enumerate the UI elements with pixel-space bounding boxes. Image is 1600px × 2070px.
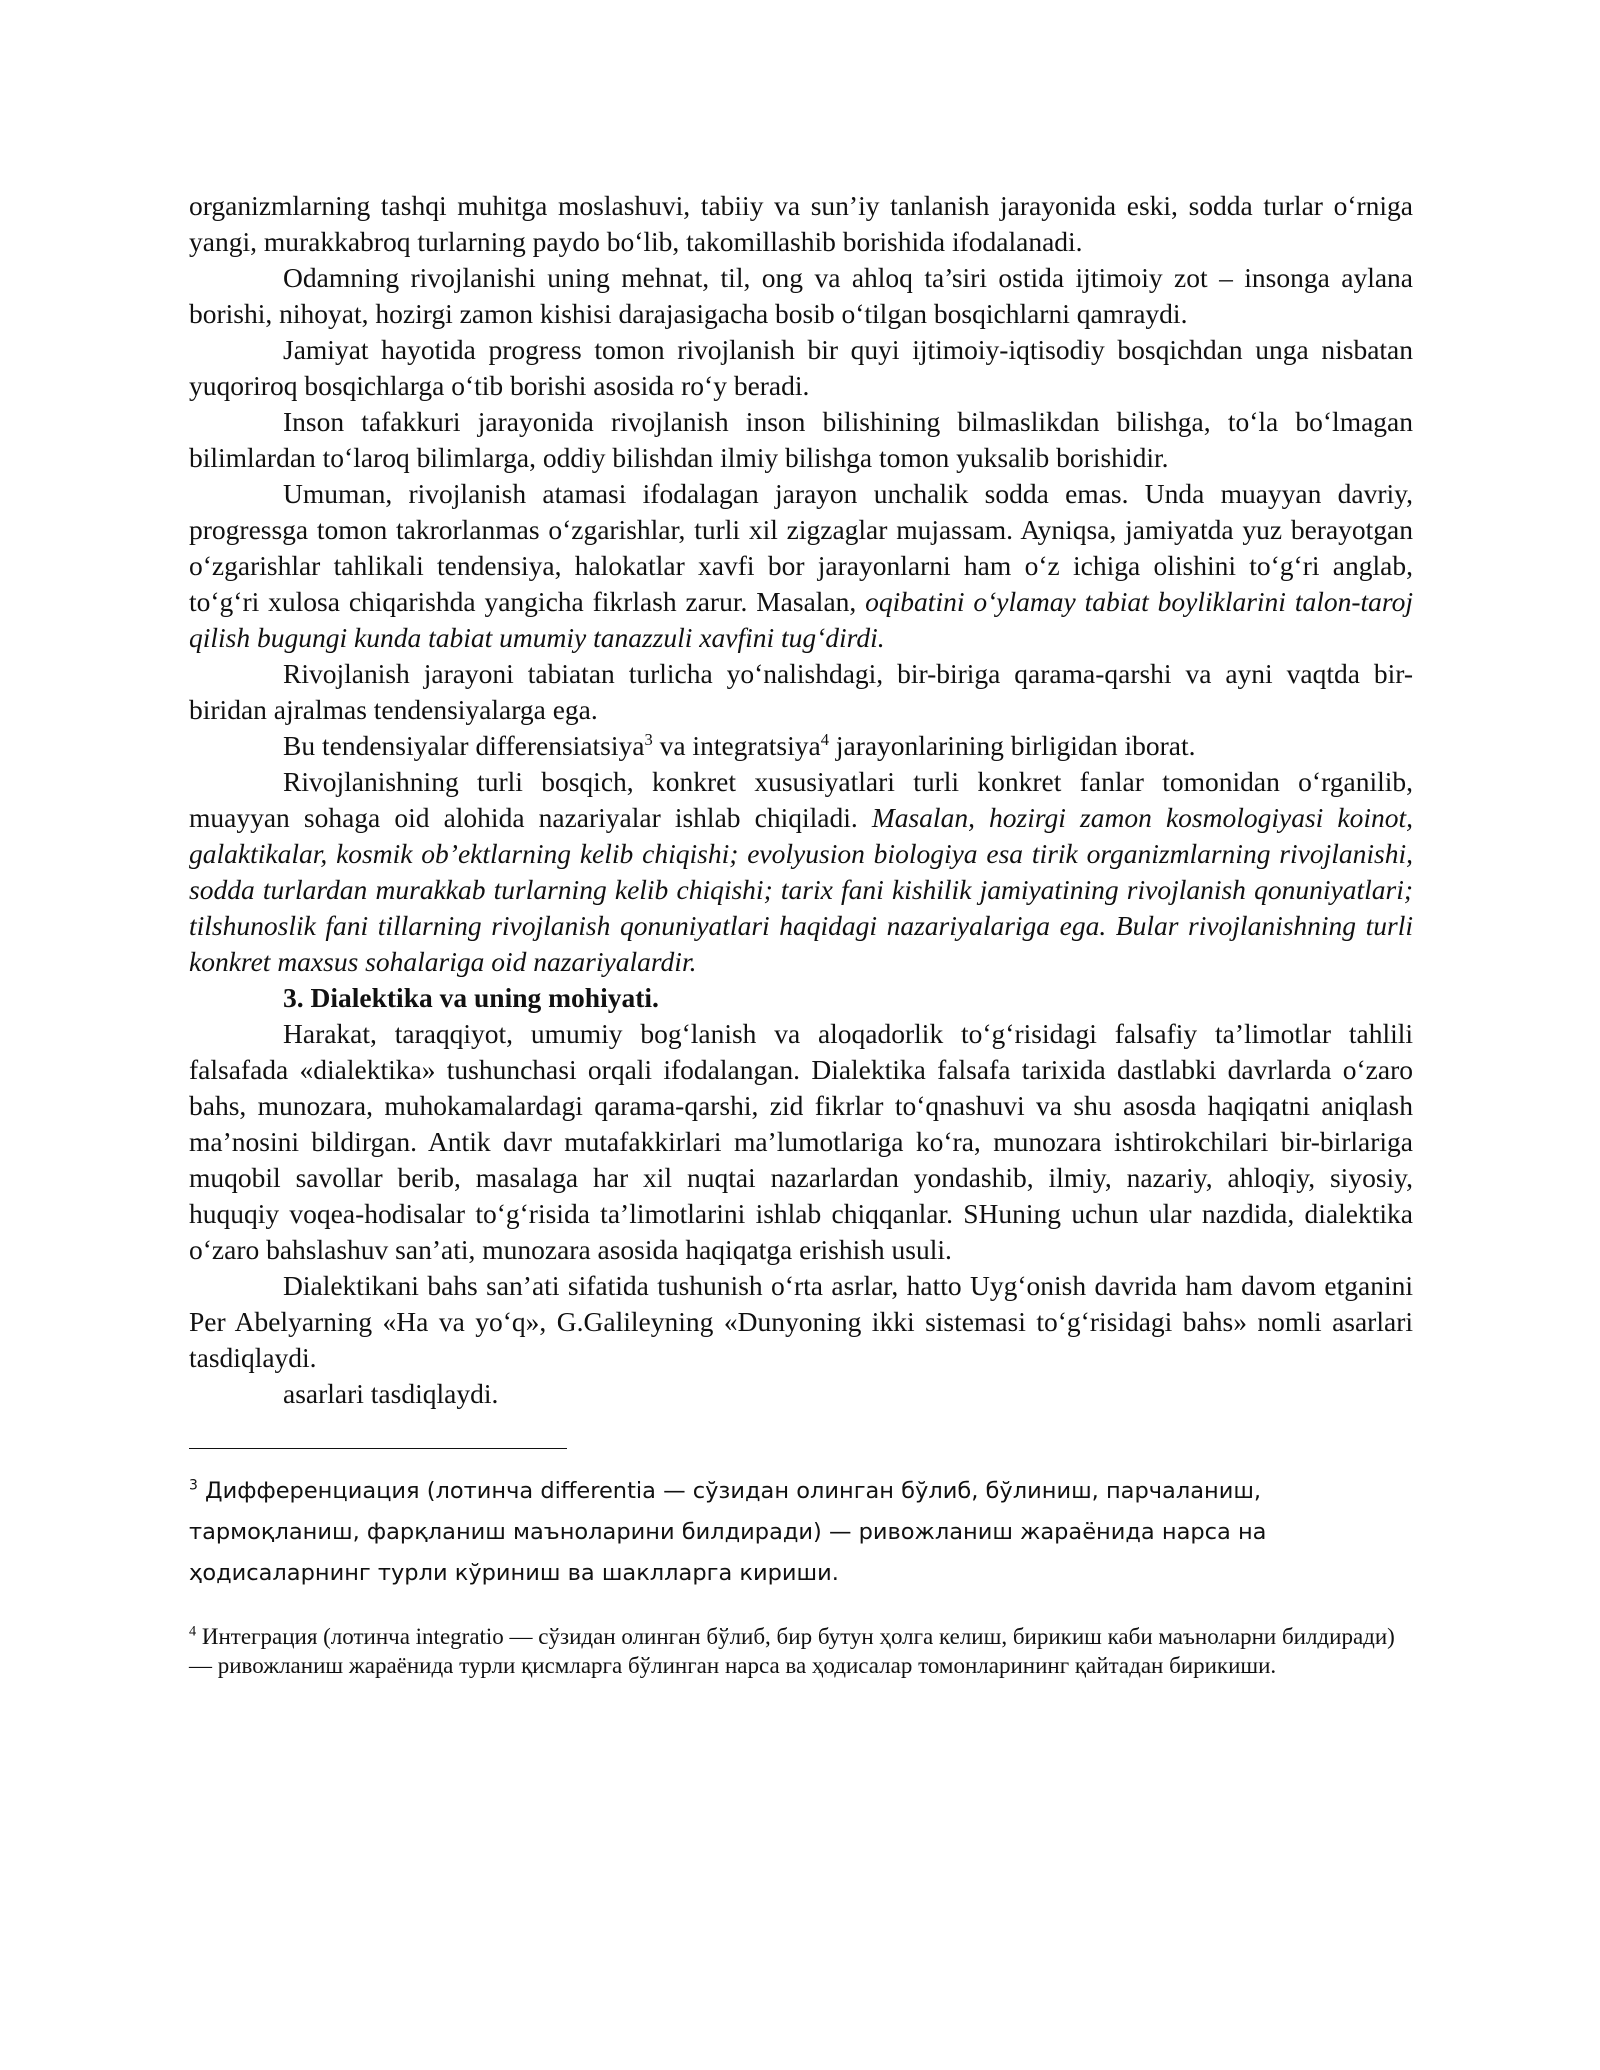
paragraph-text: jarayonlarining birligidan iborat. (828, 730, 1196, 761)
paragraph-society-progress: Jamiyat hayotida progress tomon rivojlanish bir quyi ijtimoiy-iqtisodiy bosqichdan unga nisbatan yuqoriroq bosqichlarga o‘tib borishi asosida ro‘y beradi. (189, 334, 1413, 401)
paragraph-dialectics-history: Dialektikani bahs san’ati sifatida tushunish o‘rta asrlar, hatto Uyg‘onish davrida ham davom etganini Per Abelyarning «Ha va yo‘q», G.Galileyning «Dunyoning ikki sistemasi to‘g‘risidagi bahs» nomli asarlari tasdiqlaydi. (189, 1270, 1413, 1373)
section-heading: 3. Dialektika va uning mohiyati. (283, 982, 659, 1013)
italic-example: Masalan, hozirgi zamon kosmologiyasi koinot, galaktikalar, kosmik ob’ektlarning kelib chiqishi; evolyusion biologiya esa tirik organizmlarning rivojlanishi, sodda turlardan murakkab turlarning kelib chiqishi; tarix fani kishilik jamiyatining rivojlanish qonuniyatlari; tilshunoslik fani tillarning rivojlanish qonuniyatlari haqidagi nazariyalariga ega. Bular rivojlanishning turli konkret maxsus sohalariga oid nazariyalardir. (189, 802, 1413, 977)
paragraph-thinking-development: Inson tafakkuri jarayonida rivojlanish inson bilishining bilmaslikdan bilishga, to‘la bo‘lmagan bilimlardan to‘laroq bilimlarga, oddiy bilishdan ilmiy bilishga tomon yuksalib borishidir. (189, 406, 1413, 473)
footnote-3 (189, 1471, 1413, 1594)
footnote-ref-3[interactable]: 3 (644, 729, 653, 749)
footnote-ref-4[interactable]: 4 (820, 729, 829, 749)
footnote-text: Дифференциация (лотинча differentia — сўзидан олинган бўлиб, бўлиниш, парчаланиш, тармоқланиш, фарқланиш маъноларини билдиради) — ривожланиш жараёнида нарса на ҳодисаларнинг турли кўриниш ва шаклларга кириши. (189, 1478, 1267, 1586)
paragraph-development-directions: Rivojlanish jarayoni tabiatan turlicha yo‘nalishdagi, bir-biriga qarama-qarshi va ayni vaqtda bir-biridan ajralmas tendensiyalarga ega. (189, 658, 1413, 725)
paragraph-development-complexity (189, 476, 1413, 656)
paragraph-organisms: organizmlarning tashqi muhitga moslashuvi, tabiiy va sun’iy tanlanish jarayonida eski, sodda turlar o‘rniga yangi, murakkabroq turlarning paydo bo‘lib, takomillashib borishida ifodalanadi. (189, 190, 1413, 257)
paragraph-specific-sciences (189, 764, 1413, 980)
paragraph-dialectics-definition: Harakat, taraqqiyot, umumiy bog‘lanish va aloqadorlik to‘g‘risidagi falsafiy ta’limotlar tahlili falsafada «dialektika» tushunchasi orqali ifodalangan. Dialektika falsafa tarixida dastlabki davrlarda o‘zaro bahs, munozara, muhokamalardagi qarama-qarshi, zid fikrlar to‘qnashuvi va shu asosda haqiqatni aniqlash ma’nosini bildirgan. Antik davr mutafakkirlari ma’lumotlariga ko‘ra, munozara ishtirokchilari bir-birlariga muqobil savollar berib, masalaga har xil nuqtai nazarlardan yondashib, ilmiy, nazariy, ahloqiy, siyosiy, huquqiy voqea-hodisalar to‘g‘risida ta’limotlarini ishlab chiqqanlar. SHuning uchun ular nazdida, dialektika o‘zaro bahslashuv san’ati, munozara asosida haqiqatga erishish usuli. (189, 1018, 1413, 1265)
paragraph-human-development: Odamning rivojlanishi uning mehnat, til, ong va ahloq ta’siri ostida ijtimoiy zot – insonga aylana borishi, nihoyat, hozirgi zamon kishisi darajasigacha bosib o‘tilgan bosqichlarni qamraydi. (189, 262, 1413, 329)
paragraph-text: Bu tendensiyalar differensiatsiya (283, 730, 645, 761)
paragraph-duplicate-line: asarlari tasdiqlaydi. (283, 1378, 499, 1409)
footnote-text: Интеграция (лотинча integratio — сўзидан олинган бўлиб, бир бутун ҳолга келиш, бирикиш каби маъноларни билдиради) — ривожланиш жараёнида турли қисмларга бўлинган нарса ва ҳодисалар томонларининг қайтадан бирикиши. (189, 1624, 1395, 1678)
footnote-4 (189, 1622, 1413, 1680)
italic-example: oqibatini o‘ylamay tabiat boyliklarini talon-taroj qilish bugungi kunda tabiat umumiy tanazzuli xavfini tug‘dirdi. (189, 586, 1413, 653)
paragraph-tendencies (189, 728, 1413, 764)
document-page (189, 188, 1413, 1680)
paragraph-text: va integratsiya (652, 730, 821, 761)
paragraph-text: Rivojlanishning turli bosqich, konkret xususiyatlari turli konkret fanlar tomonidan o‘rganilib, muayyan sohaga oid alohida nazariyalar ishlab chiqiladi. (189, 766, 1413, 833)
footnote-separator (189, 1448, 567, 1449)
footnote-number: 3 (189, 1477, 198, 1494)
footnote-number: 4 (189, 1623, 197, 1640)
paragraph-text: Umuman, rivojlanish atamasi ifodalagan jarayon unchalik sodda emas. Unda muayyan davriy, progressga tomon takrorlanmas o‘zgarishlar, turli xil zigzaglar mujassam. Ayniqsa, jamiyatda yuz berayotgan o‘zgarishlar tahlikali tendensiya, halokatlar xavfi bor jarayonlarni ham o‘z ichiga olishini to‘g‘ri anglab, to‘g‘ri xulosa chiqarishda yangicha fikrlash zarur. Masalan, (189, 478, 1413, 617)
